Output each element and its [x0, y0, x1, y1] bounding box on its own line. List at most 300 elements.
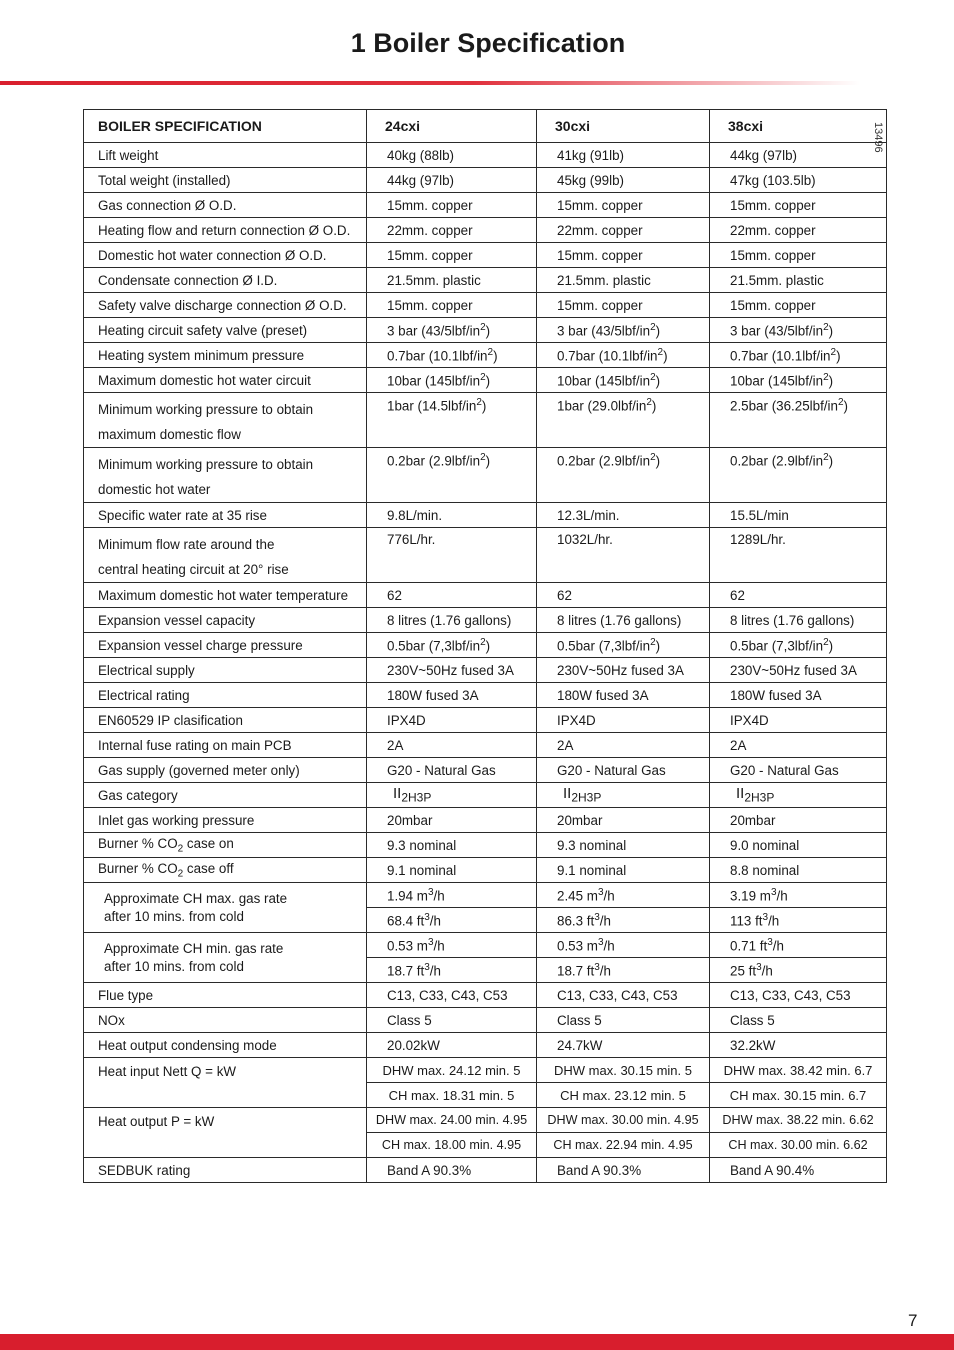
cell-text: Minimum working pressure to obtain — [98, 402, 314, 417]
row-value — [367, 683, 537, 708]
cell-text: Approximate CH max. gas rate — [104, 890, 288, 906]
table-row — [84, 193, 887, 218]
cell-text: /h — [599, 913, 611, 929]
row-label: Gas connection Ø O.D. — [84, 193, 367, 218]
cell-text: 1bar (29.0lbf/in — [557, 398, 647, 414]
superscript: 2 — [480, 321, 486, 333]
cell-text: ) — [828, 373, 834, 389]
cell-text: ) — [828, 323, 834, 339]
row-value — [367, 658, 537, 683]
row-value — [367, 268, 537, 293]
row-value — [537, 168, 710, 193]
table-row — [84, 783, 887, 808]
cell-text: 86.3 ft — [557, 913, 595, 929]
row-value — [537, 343, 710, 368]
row-value — [710, 243, 887, 268]
cell-text: ) — [655, 453, 661, 469]
row-value: Class 5 — [367, 1008, 537, 1033]
cell-text: 180W fused 3A — [387, 687, 479, 703]
row-value: DHW max. 30.00 min. 4.95 — [537, 1108, 710, 1133]
cell-text: 20mbar — [730, 812, 776, 828]
table-row — [84, 368, 887, 393]
row-value — [537, 783, 710, 808]
table-row — [84, 833, 887, 858]
table-row — [84, 733, 887, 758]
row-value — [537, 143, 710, 168]
cell-text: 9.8L/min. — [387, 507, 443, 523]
cell-text: ) — [655, 638, 661, 654]
row-label: NOx — [84, 1008, 367, 1033]
superscript: 2 — [650, 636, 656, 648]
row-value — [537, 933, 710, 958]
row-label: Heating circuit safety valve (preset) — [84, 318, 367, 343]
table-row — [84, 758, 887, 783]
cell-text: ) — [655, 323, 661, 339]
row-value — [367, 218, 537, 243]
column-header-38cxi: 38cxi — [710, 110, 887, 143]
superscript: 3 — [594, 911, 600, 923]
cell-text: 21.5mm. plastic — [387, 272, 481, 288]
row-value — [710, 193, 887, 218]
row-label — [84, 933, 367, 983]
superscript: 2 — [837, 397, 844, 408]
superscript: 2 — [823, 452, 829, 463]
row-value — [710, 218, 887, 243]
cell-text: G20 - Natural Gas — [557, 762, 666, 778]
cell-text: 0.2bar (2.9lbf/in — [730, 453, 824, 469]
superscript: 2 — [657, 346, 664, 358]
row-value: 24.7kW — [537, 1033, 710, 1058]
row-value — [537, 608, 710, 633]
cell-text: 44kg (97lb) — [387, 172, 454, 188]
cell-text: ) — [485, 373, 491, 389]
row-label: Gas category — [84, 783, 367, 808]
superscript: 2 — [830, 346, 837, 358]
row-value — [367, 393, 537, 448]
cell-text: 25 ft — [730, 963, 757, 979]
table-row — [84, 168, 887, 193]
row-value: CH max. 18.00 min. 4.95 — [367, 1133, 537, 1158]
row-value — [710, 683, 887, 708]
row-value — [367, 958, 537, 983]
cell-text: 9.1 nominal — [387, 862, 457, 878]
row-value — [710, 908, 887, 933]
cell-text: ) — [493, 348, 498, 364]
cell-text: /h — [603, 938, 615, 954]
table-row — [84, 608, 887, 633]
table-row — [84, 503, 887, 528]
row-value: DHW max. 30.15 min. 5 — [537, 1058, 710, 1083]
cell-text: 15mm. copper — [730, 197, 816, 213]
cell-text: 21.5mm. plastic — [557, 272, 651, 288]
row-value — [537, 448, 710, 503]
superscript: 2 — [823, 636, 829, 648]
cell-text: 2.5bar (36.25lbf/in — [730, 398, 838, 414]
cell-text: 2A — [387, 737, 404, 753]
row-value — [537, 503, 710, 528]
row-value — [367, 883, 537, 908]
row-value — [710, 733, 887, 758]
cell-text: 62 — [730, 587, 745, 603]
table-row — [84, 808, 887, 833]
cell-text: /h — [429, 963, 441, 979]
row-label: Maximum domestic hot water temperature — [84, 583, 367, 608]
cell-text: case off — [183, 860, 234, 876]
cell-text: 3 bar (43/5lbf/in — [557, 323, 651, 339]
cell-text: IPX4D — [557, 712, 596, 728]
table-row — [84, 858, 887, 883]
row-value — [367, 448, 537, 503]
row-value — [537, 958, 710, 983]
cell-text: 44kg (97lb) — [730, 147, 797, 163]
table-row — [84, 683, 887, 708]
superscript: 2 — [650, 321, 656, 333]
row-value — [710, 608, 887, 633]
cell-text: ) — [843, 398, 848, 414]
cell-text: ) — [651, 398, 657, 414]
cell-text: 0.7bar (10.1lbf/in — [387, 348, 488, 364]
row-value: Class 5 — [710, 1008, 887, 1033]
cell-text: 10bar (145lbf/in — [730, 373, 824, 389]
table-row — [84, 318, 887, 343]
footer-bar — [0, 1334, 954, 1350]
superscript: 3 — [756, 961, 762, 973]
cell-text: 15mm. copper — [557, 247, 643, 263]
row-label: Heat output condensing mode — [84, 1033, 367, 1058]
cell-text: 0.53 m — [557, 938, 598, 954]
row-value — [367, 858, 537, 883]
cell-text: ) — [655, 373, 661, 389]
cell-text: Burner % CO — [98, 860, 178, 876]
cell-text: 3 bar (43/5lbf/in — [387, 323, 481, 339]
row-value — [710, 528, 887, 583]
table-row — [84, 883, 887, 908]
superscript: 3 — [597, 886, 604, 898]
table-row — [84, 448, 887, 503]
row-value: 20.02kW — [367, 1033, 537, 1058]
cell-text: Minimum flow rate around the — [98, 537, 275, 552]
row-value — [710, 318, 887, 343]
row-label — [84, 833, 367, 858]
cell-text: 22mm. copper — [730, 222, 816, 238]
cell-text: 41kg (91lb) — [557, 147, 624, 163]
row-value — [710, 833, 887, 858]
row-value — [710, 633, 887, 658]
cell-text: ) — [481, 398, 487, 414]
table-row — [84, 293, 887, 318]
superscript: 2 — [480, 371, 486, 383]
table-row — [84, 218, 887, 243]
cell-text: 0.53 m — [387, 938, 428, 954]
superscript: 2 — [823, 321, 829, 333]
row-value — [537, 808, 710, 833]
cell-text: 15mm. copper — [387, 247, 473, 263]
table-row — [84, 1108, 887, 1133]
row-value — [537, 528, 710, 583]
row-value — [710, 293, 887, 318]
cell-text: 47kg (103.5lb) — [730, 172, 816, 188]
row-value — [537, 218, 710, 243]
row-label: Heat input Nett Q = kW — [84, 1058, 367, 1108]
cell-text: 1289L/hr. — [730, 532, 786, 547]
cell-text: 230V~50Hz fused 3A — [557, 662, 684, 678]
superscript: 2 — [646, 397, 652, 408]
row-value — [537, 583, 710, 608]
cell-text: 3 bar (43/5lbf/in — [730, 323, 824, 339]
row-value — [367, 708, 537, 733]
cell-text: 0.71 ft — [730, 938, 768, 954]
row-value — [367, 318, 537, 343]
superscript: 3 — [427, 886, 434, 898]
row-value — [537, 318, 710, 343]
cell-text: 180W fused 3A — [730, 687, 822, 703]
cell-text: IPX4D — [387, 712, 426, 728]
row-label: Electrical supply — [84, 658, 367, 683]
cell-text: 15mm. copper — [387, 297, 473, 313]
cell-text: 15mm. copper — [557, 297, 643, 313]
cell-text: case on — [183, 835, 234, 851]
row-value — [367, 783, 537, 808]
cell-text: 22mm. copper — [387, 222, 473, 238]
row-value: CH max. 22.94 min. 4.95 — [537, 1133, 710, 1158]
table-row — [84, 583, 887, 608]
cell-text: 230V~50Hz fused 3A — [730, 662, 857, 678]
table-header-row — [84, 110, 887, 143]
row-value: CH max. 23.12 min. 5 — [537, 1083, 710, 1108]
row-label: Heating system minimum pressure — [84, 343, 367, 368]
superscript: 2 — [823, 371, 829, 383]
row-value — [367, 528, 537, 583]
row-label: EN60529 IP clasification — [84, 708, 367, 733]
row-value: DHW max. 38.22 min. 6.62 — [710, 1108, 887, 1133]
cell-text: 776L/hr. — [387, 532, 436, 547]
cell-text: Burner % CO — [98, 835, 178, 851]
row-value — [367, 833, 537, 858]
row-value — [367, 583, 537, 608]
superscript: 2 — [650, 371, 656, 383]
superscript: 3 — [597, 936, 604, 948]
column-header-spec: BOILER SPECIFICATION — [84, 110, 367, 143]
row-value: CH max. 30.15 min. 6.7 — [710, 1083, 887, 1108]
row-value — [367, 808, 537, 833]
cell-text: /h — [599, 963, 611, 979]
cell-text: 62 — [557, 587, 572, 603]
table-row — [84, 933, 887, 958]
row-value — [537, 833, 710, 858]
row-value — [367, 758, 537, 783]
subscript: 2H3P — [744, 790, 775, 805]
superscript: 2 — [480, 452, 486, 463]
cell-text: 0.5bar (7,3lbf/in — [387, 638, 481, 654]
cell-text: II — [563, 785, 572, 803]
row-value — [367, 933, 537, 958]
row-value — [367, 243, 537, 268]
row-value — [367, 143, 537, 168]
cell-text: 62 — [387, 587, 402, 603]
table-row — [84, 143, 887, 168]
row-label: Total weight (installed) — [84, 168, 367, 193]
row-label — [84, 858, 367, 883]
row-value — [367, 733, 537, 758]
row-value — [367, 608, 537, 633]
row-value — [367, 503, 537, 528]
cell-text: 230V~50Hz fused 3A — [387, 662, 514, 678]
row-value — [710, 168, 887, 193]
row-label: Specific water rate at 35 rise — [84, 503, 367, 528]
row-value: CH max. 18.31 min. 5 — [367, 1083, 537, 1108]
cell-text: 10bar (145lbf/in — [387, 373, 481, 389]
page-title: 1 Boiler Specification — [350, 28, 626, 58]
cell-text: 0.7bar (10.1lbf/in — [730, 348, 831, 364]
row-value — [537, 243, 710, 268]
cell-text: after 10 mins. from cold — [104, 908, 244, 924]
row-value — [537, 293, 710, 318]
row-value — [537, 393, 710, 448]
cell-text: 9.1 nominal — [557, 862, 627, 878]
row-label — [84, 393, 367, 448]
table-row — [84, 658, 887, 683]
table-row — [84, 243, 887, 268]
cell-text: maximum domestic flow — [98, 427, 241, 442]
row-value — [537, 268, 710, 293]
column-header-30cxi: 30cxi — [537, 110, 710, 143]
superscript: 3 — [762, 911, 769, 923]
row-value: DHW max. 24.12 min. 5 — [367, 1058, 537, 1083]
cell-text: 8 litres (1.76 gallons) — [730, 612, 855, 628]
row-value: 32.2kW — [710, 1033, 887, 1058]
cell-text: 1.94 m — [387, 888, 428, 904]
cell-text: ) — [485, 323, 491, 339]
cell-text: 18.7 ft — [387, 963, 425, 979]
cell-text: 3.19 m — [730, 888, 771, 904]
cell-text: 8.8 nominal — [730, 862, 800, 878]
row-label: Condensate connection Ø I.D. — [84, 268, 367, 293]
subscript: 2H3P — [401, 790, 432, 805]
table-body — [84, 143, 887, 1183]
table-row — [84, 1158, 887, 1183]
row-label: Internal fuse rating on main PCB — [84, 733, 367, 758]
row-value: Band A 90.4% — [710, 1158, 887, 1183]
row-value: Class 5 — [537, 1008, 710, 1033]
cell-text: 18.7 ft — [557, 963, 595, 979]
cell-text: Minimum working pressure to obtain — [98, 457, 314, 472]
superscript: 2 — [487, 346, 494, 358]
superscript: 3 — [770, 886, 777, 898]
table-row — [84, 983, 887, 1008]
cell-text: 8 litres (1.76 gallons) — [557, 612, 682, 628]
cell-text: 2.45 m — [557, 888, 598, 904]
document-code: 13496 — [872, 122, 884, 153]
cell-text: ) — [485, 453, 491, 469]
row-value — [537, 758, 710, 783]
row-value: DHW max. 38.42 min. 6.7 — [710, 1058, 887, 1083]
page-number: 7 — [908, 1311, 918, 1330]
cell-text: 9.3 nominal — [387, 837, 457, 853]
row-value — [710, 368, 887, 393]
cell-text: 40kg (88lb) — [387, 147, 454, 163]
row-label: Inlet gas working pressure — [84, 808, 367, 833]
cell-text: 15mm. copper — [730, 297, 816, 313]
cell-text: G20 - Natural Gas — [730, 762, 839, 778]
cell-text: IPX4D — [730, 712, 769, 728]
superscript: 2 — [480, 636, 486, 648]
row-value — [710, 143, 887, 168]
cell-text: 0.5bar (7,3lbf/in — [730, 638, 824, 654]
row-label: Safety valve discharge connection Ø O.D. — [84, 293, 367, 318]
cell-text: 12.3L/min. — [557, 507, 620, 523]
row-value — [537, 633, 710, 658]
cell-text: ) — [828, 453, 834, 469]
row-value — [710, 343, 887, 368]
table-row — [84, 1008, 887, 1033]
superscript: 2 — [650, 452, 656, 463]
cell-text: 15mm. copper — [730, 247, 816, 263]
row-label: Flue type — [84, 983, 367, 1008]
row-value — [367, 908, 537, 933]
cell-text: 15mm. copper — [387, 197, 473, 213]
row-value — [710, 503, 887, 528]
row-value — [710, 583, 887, 608]
subscript: 2 — [177, 843, 184, 855]
table-row — [84, 1033, 887, 1058]
cell-text: after 10 mins. from cold — [104, 958, 244, 974]
cell-text: 9.3 nominal — [557, 837, 627, 853]
row-value — [367, 368, 537, 393]
cell-text: Approximate CH min. gas rate — [104, 940, 284, 956]
table-row — [84, 1058, 887, 1083]
subscript: 2 — [177, 868, 184, 880]
cell-text: /h — [433, 888, 445, 904]
cell-text: 1032L/hr. — [557, 532, 613, 547]
cell-text: ) — [485, 638, 491, 654]
cell-text: ) — [836, 348, 841, 364]
superscript: 3 — [767, 936, 773, 948]
cell-text: 22mm. copper — [557, 222, 643, 238]
superscript: 3 — [427, 936, 434, 948]
row-value — [537, 708, 710, 733]
row-label: Electrical rating — [84, 683, 367, 708]
superscript: 3 — [594, 961, 600, 973]
row-value — [710, 883, 887, 908]
row-value — [710, 268, 887, 293]
cell-text: 180W fused 3A — [557, 687, 649, 703]
row-value — [710, 783, 887, 808]
row-value: Band A 90.3% — [367, 1158, 537, 1183]
row-value — [710, 858, 887, 883]
row-label: Heat output P = kW — [84, 1108, 367, 1158]
cell-text: 2A — [557, 737, 574, 753]
row-value — [537, 733, 710, 758]
cell-text: II — [736, 785, 745, 803]
cell-text: ) — [663, 348, 668, 364]
row-value — [537, 683, 710, 708]
row-value — [367, 193, 537, 218]
cell-text: 0.2bar (2.9lbf/in — [557, 453, 651, 469]
row-value — [367, 633, 537, 658]
cell-text: 20mbar — [557, 812, 603, 828]
title-rule — [0, 81, 860, 85]
table-row — [84, 343, 887, 368]
cell-text: 1bar (14.5lbf/in — [387, 398, 477, 414]
row-label: Gas supply (governed meter only) — [84, 758, 367, 783]
row-value — [710, 448, 887, 503]
row-value — [710, 393, 887, 448]
row-value — [710, 958, 887, 983]
row-value — [537, 193, 710, 218]
row-value — [710, 808, 887, 833]
cell-text: central heating circuit at 20° rise — [98, 562, 289, 577]
row-label — [84, 448, 367, 503]
